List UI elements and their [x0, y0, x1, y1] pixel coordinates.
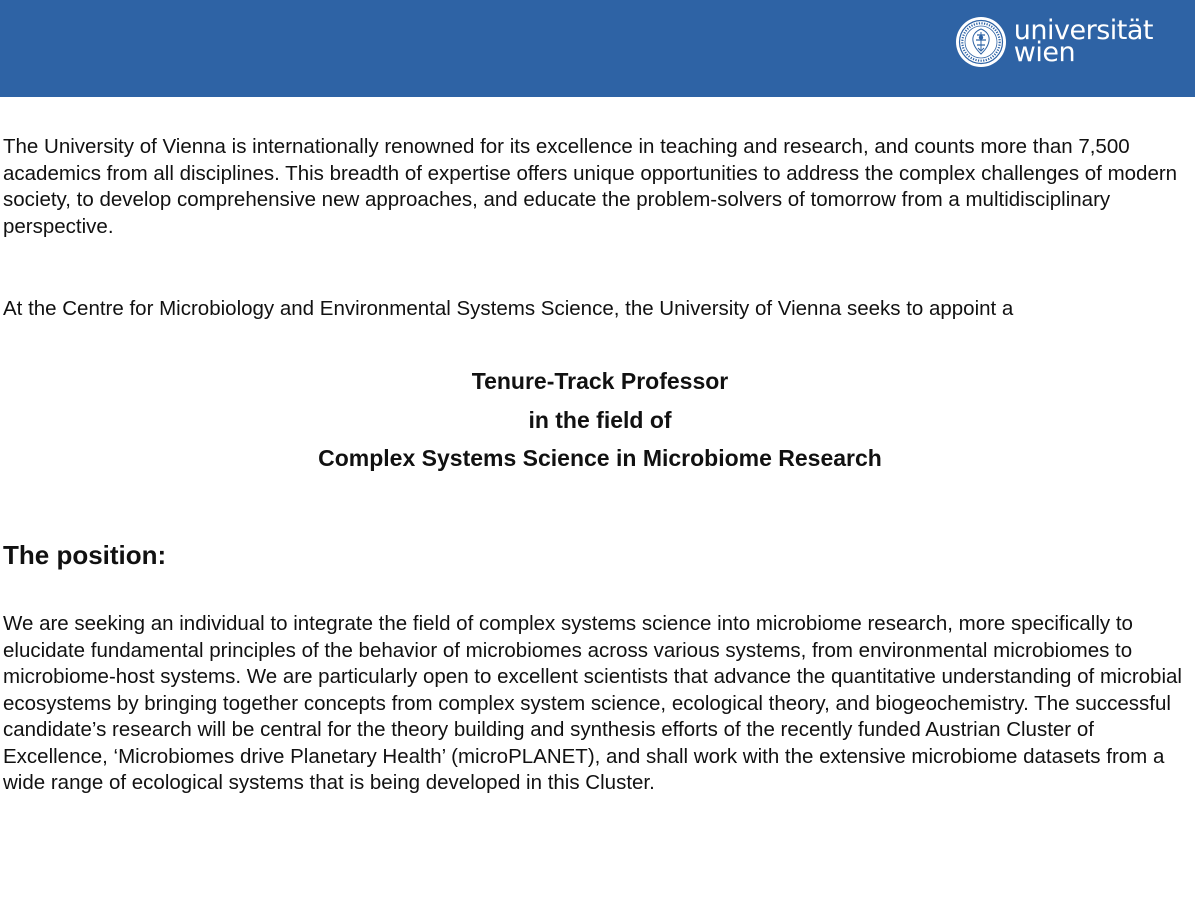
position-heading: The position: [3, 540, 167, 570]
position-title [0, 362, 1200, 478]
intro-paragraph: The University of Vienna is internationally renowned for its excellence in teaching and research, and counts more than 7,500 academics from all disciplines. This breadth of expertise offers unique opportunities to address the complex challenges of modern society, to develop comprehensive new approaches, and educate the problem-solvers of tomorrow from a multidisciplinary perspective. [3, 135, 1178, 238]
title-line-2: in the field of [528, 406, 672, 433]
university-logo [954, 12, 1153, 72]
logo-line-2: wien [1013, 37, 1076, 68]
title-line-1: Tenure-Track Professor [471, 368, 729, 394]
logo-wordmark [1013, 15, 1153, 68]
university-seal-icon [954, 15, 1008, 69]
position-paragraph: We are seeking an individual to integrate the field of complex systems science into microbiome research, more specifically to elucidate fundamental principles of the behavior of microbiomes across various systems, from environmental microbiomes to microbiome-host systems. We are particularly open to excellent scientists that advance the quantitative understanding of microbial ecosystems by bringing together concepts from complex system science, ecological theory, and biogeochemistry. The successful candidate’s research will be central for the theory building and synthesis efforts of the recently funded Austrian Cluster of Excellence, ‘Microbiomes drive Planetary Health’ (microPLANET), and shall work with the extensive microbiome datasets from a wide range of ecological systems that is being developed in this Cluster. [3, 612, 1182, 794]
logo-line-1: universität [1013, 15, 1153, 46]
centre-paragraph: At the Centre for Microbiology and Environmental Systems Science, the University of Vienna seeks to appoint a [3, 297, 1014, 320]
header-bar [0, 0, 1195, 97]
title-line-3: Complex Systems Science in Microbiome Research [318, 445, 882, 471]
